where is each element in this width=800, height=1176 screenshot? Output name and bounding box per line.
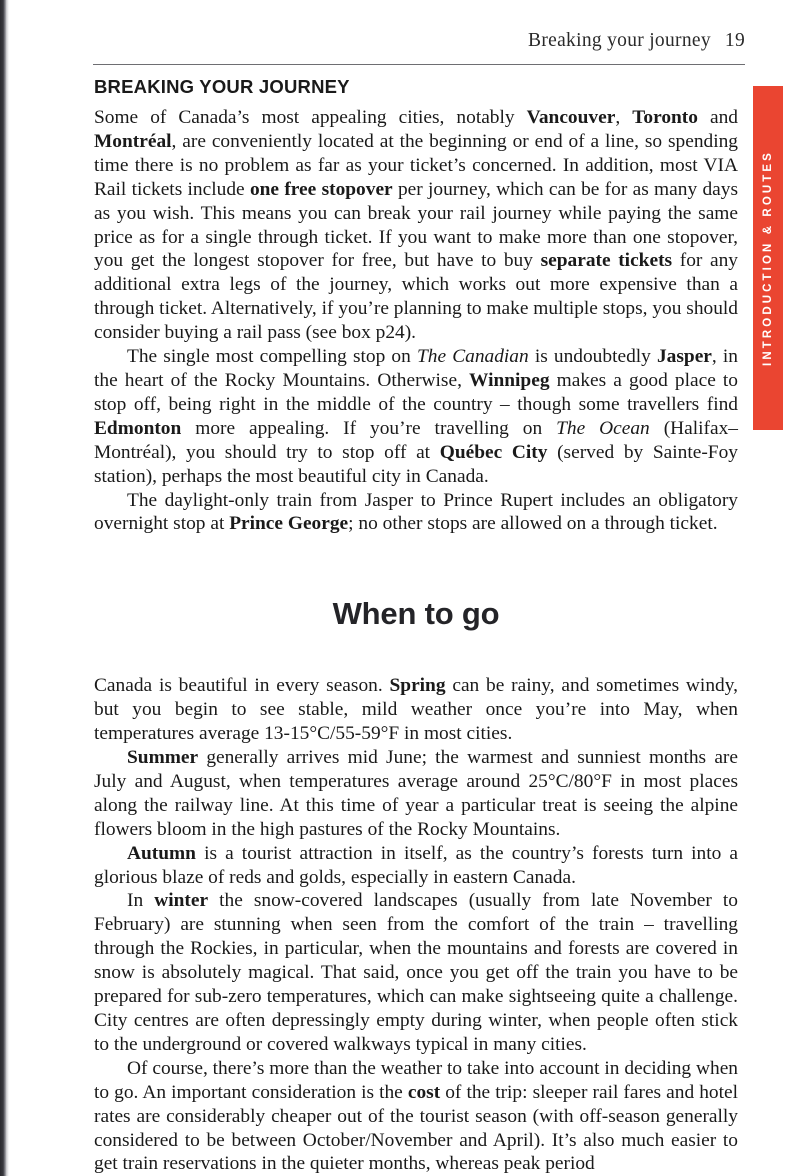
- bold-term: winter: [154, 890, 209, 912]
- text-run: , in the heart of the Rocky Mountains. Otherwise,: [94, 346, 738, 391]
- running-head-title: Breaking your journey: [528, 30, 711, 51]
- text-run: The single most compelling stop on: [127, 346, 417, 368]
- text-run: is undoubtedly: [528, 346, 657, 368]
- text-run: ,: [615, 107, 633, 128]
- text-run: for any additional extra legs of the journey, which works out more expensive than a through ticket. Alternatively, if you’re planning to make multiple stops, you should consider buying a rail pass (see box p24).: [94, 250, 738, 344]
- text-run: Canada is beautiful in every season.: [94, 675, 390, 697]
- bold-term: Jasper: [656, 346, 712, 368]
- paragraph: [94, 106, 738, 345]
- bold-term: Summer: [127, 747, 199, 769]
- text-run: The daylight-only train from Jasper to Prince Rupert includes an obligatory overnight stop at: [94, 489, 738, 535]
- book-gutter-highlight: [7, 0, 9, 1176]
- bold-term: Autumn: [127, 842, 196, 864]
- heading-spacer: [94, 632, 738, 674]
- bold-term: Toronto: [632, 107, 698, 128]
- text-run: of the trip: sleeper rail fares and hotel rates are considerably cheaper out of the tourist season (with off-season generally considered to be between October/November and April). It’s also much easier to get train reservations in the quieter months, whereas peak period: [94, 1081, 738, 1175]
- text-run: and: [697, 107, 738, 128]
- paragraph: [94, 345, 738, 488]
- text-run: Some of Canada’s most appealing cities, notably: [94, 107, 527, 128]
- text-run: can be rainy, and sometimes windy, but you begin to see stable, mild weather once you’re into May, when temperatures average 13-15°C/55-59°F in most cities.: [94, 675, 738, 745]
- bold-term: Vancouver: [526, 107, 616, 128]
- text-run: generally arrives mid June; the warmest and sunniest months are July and August, when temperatures average around 25°C/80°F in most places along the railway line. At this time of year a particular treat is seeing the alpine flowers bloom in the high pastures of the Rocky Mountains.: [94, 747, 738, 840]
- bold-term: Prince George: [229, 513, 349, 535]
- chapter-heading: When to go: [332, 596, 500, 632]
- bold-term: separate tickets: [540, 250, 673, 272]
- italic-term: The Ocean: [556, 417, 650, 439]
- text-run: the snow-covered landscapes (usually from late November to February) are stunning when seen from the comfort of the train – travelling through the Rockies, in particular, when the mountains and forests are covered in snow is absolutely magical. That said, once you get off the train you have to be prepared for sub-zero temperatures, which can make sightseeing quite a challenge. City centres are often depressingly empty during winter, when people often stick to the underground or covered walkways typical in many cities.: [94, 890, 738, 1055]
- bold-term: Winnipeg: [469, 369, 550, 391]
- bold-term: Edmonton: [94, 417, 182, 439]
- chapter-thumb-tab-label: INTRODUCTION & ROUTES: [762, 150, 774, 366]
- text-run: ; no other stops are allowed on a through ticket.: [348, 513, 718, 535]
- text-run: Of course, there’s more than the weather to take into account in deciding when to go. An important consideration is the: [94, 1057, 738, 1103]
- paragraph: [94, 746, 738, 842]
- paragraph: [94, 674, 738, 746]
- book-gutter-shadow: [0, 0, 7, 1176]
- text-run: is a tourist attraction in itself, as the country’s forests turn into a glorious blaze of reds and golds, especially in eastern Canada.: [94, 842, 738, 888]
- bold-term: one free stopover: [249, 178, 393, 200]
- text-run: more appealing. If you’re travelling on: [181, 417, 557, 439]
- text-run: , are conveniently located at the beginning or end of a line, so spending time there is no problem as far as your ticket’s concerned. In addition, most VIA Rail tickets include: [94, 130, 738, 200]
- paragraph: [94, 842, 738, 890]
- text-run: In: [127, 890, 155, 912]
- running-head: [92, 30, 745, 52]
- paragraph: [94, 1057, 738, 1176]
- header-rule: [93, 64, 745, 65]
- italic-term: The Canadian: [416, 346, 529, 368]
- bold-term: cost: [407, 1081, 441, 1103]
- text-run: (Halifax–Montréal), you should try to stop off at: [94, 417, 738, 463]
- text-run: makes a good place to stop off, being right in the middle of the country – though some travellers find: [94, 369, 739, 415]
- page-number: 19: [724, 30, 745, 51]
- page-content: [94, 76, 738, 1176]
- chapter-body: [94, 674, 738, 1176]
- paragraph: [94, 889, 738, 1056]
- text-run: per journey, which can be for as many days as you wish. This means you can break your rail journey while paying the same price as for a single through ticket. If you want to make more than one stopover, you get the longest stopover for free, but have to buy: [94, 178, 738, 272]
- bold-term: Spring: [389, 675, 446, 697]
- paragraph: [94, 489, 738, 537]
- bold-term: Québec City: [439, 441, 548, 463]
- section-heading: BREAKING YOUR JOURNEY: [94, 76, 350, 97]
- chapter-thumb-tab: [753, 86, 783, 430]
- section-body: [94, 106, 738, 536]
- text-run: (served by Sainte-Foy station), perhaps the most beautiful city in Canada.: [94, 441, 738, 487]
- bold-term: Montréal: [94, 130, 172, 152]
